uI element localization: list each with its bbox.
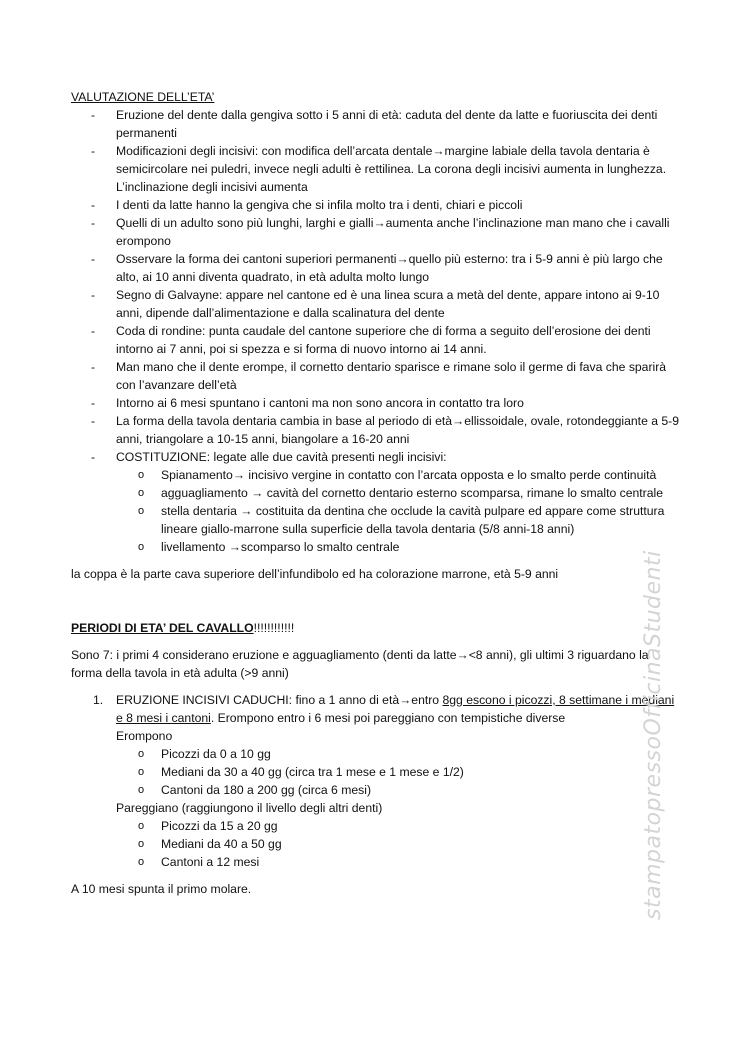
watermark: stampatopressoOfficinaStudenti [641, 550, 666, 920]
document-page [71, 88, 681, 898]
valutazione-list [71, 106, 681, 556]
item-underlined: 8gg escono i picozzi, 8 settimane i mediani e 8 mesi i cantoni [116, 693, 675, 725]
costituzione-sublist [116, 466, 681, 556]
list-item-costituzione [71, 448, 681, 556]
item-number: 1. [93, 693, 104, 707]
list-item: - Osservare la forma dei cantoni superiori permanenti→quello più esterno: tra i 5-9 anni è più largo che alto, ai 10 anni diventa quadrato, in età adulta molto lungo [71, 250, 681, 286]
item-tail: . Erompono entro i 6 mesi poi pareggiano con tempistiche diverse [210, 711, 566, 725]
erompono-list [116, 745, 681, 799]
section-title-valutazione: VALUTAZIONE DELL’ETA’ [71, 90, 215, 104]
list-item: - La forma della tavola dentaria cambia in base al periodo di età→ellissoidale, ovale, rotondeggiante a 5-9 anni, triangolare a 10-15 anni, biangolare a 16-20 anni [71, 412, 681, 448]
sub-list-item: o Picozzi da 15 a 20 gg [116, 817, 681, 835]
periodi-list [71, 691, 681, 871]
molare-note: A 10 mesi spunta il primo molare. [71, 882, 252, 896]
list-item: - I denti da latte hanno la gengiva che si infila molto tra i denti, chiari e piccoli [71, 196, 681, 214]
periodi-title-suffix: !!!!!!!!!!!! [253, 621, 295, 635]
list-item: - Quelli di un adulto sono più lunghi, larghi e gialli→aumenta anche l’inclinazione man mano che i cavalli erompono [71, 214, 681, 250]
sub-list-item: o Cantoni a 12 mesi [116, 853, 681, 871]
pareggiano-label: Pareggiano (raggiungono il livello degli altri denti) [116, 801, 383, 815]
periodi-title-text: PERIODI DI ETA’ DEL CAVALLO [71, 621, 254, 635]
costituzione-label: COSTITUZIONE: legate alle due cavità presenti negli incisivi: [116, 450, 447, 464]
sub-list-item: o livellamento →scomparso lo smalto centrale [116, 538, 681, 556]
list-item: - Intorno ai 6 mesi spuntano i cantoni ma non sono ancora in contatto tra loro [71, 394, 681, 412]
coppa-note: la coppa è la parte cava superiore dell’infundibolo ed ha colorazione marrone, età 5-9 anni [71, 567, 559, 581]
periodi-intro: Sono 7: i primi 4 considerano eruzione e agguagliamento (denti da latte→<8 anni), gli ultimi 3 riguardano la forma della tavola in età adulta (>9 anni) [71, 648, 649, 680]
sub-list-item: o Spianamento→ incisivo vergine in contatto con l’arcata opposta e lo smalto perde continuità [116, 466, 681, 484]
list-item: - Segno di Galvayne: appare nel cantone ed è una linea scura a metà del dente, appare intono ai 9-10 anni, dipende dall’alimentazione e dalla scalinatura del dente [71, 286, 681, 322]
sub-list-item: o Mediani da 30 a 40 gg (circa tra 1 mese e 1 mese e 1/2) [116, 763, 681, 781]
list-item: - Coda di rondine: punta caudale del cantone superiore che di forma a seguito dell’erosione dei denti intorno ai 7 anni, poi si spezza e si forma di nuovo intorno ai 14 anni. [71, 322, 681, 358]
erompono-label: Erompono [116, 729, 173, 743]
sub-list-item: o Cantoni da 180 a 200 gg (circa 6 mesi) [116, 781, 681, 799]
section-title-periodi [71, 619, 681, 637]
item-lead: ERUZIONE INCISIVI CADUCHI: fino a 1 anno di età→entro [116, 693, 443, 707]
list-item: - Modificazioni degli incisivi: con modifica dell’arcata dentale→margine labiale della tavola dentaria è semicircolare nei puledri, invece negli adulti è rettilinea. La corona degli incisivi aumenta in lunghezza. L’inclinazione degli incisivi aumenta [71, 142, 681, 196]
sub-list-item: o Mediani da 40 a 50 gg [116, 835, 681, 853]
pareggiano-list [116, 817, 681, 871]
list-item: - Man mano che il dente erompe, il cornetto dentario sparisce e rimane solo il germe di fava che sparirà con l’avanzare dell’età [71, 358, 681, 394]
sub-list-item: o agguagliamento → cavità del cornetto dentario esterno scomparsa, rimane lo smalto centrale [116, 484, 681, 502]
sub-list-item: o stella dentaria → costituita da dentina che occlude la cavità pulpare ed appare come struttura lineare giallo-marrone sulla superficie della tavola dentaria (5/8 anni-18 anni) [116, 502, 681, 538]
sub-list-item: o Picozzi da 0 a 10 gg [116, 745, 681, 763]
periodo-item-1 [71, 691, 681, 871]
list-item: - Eruzione del dente dalla gengiva sotto i 5 anni di età: caduta del dente da latte e fuoriuscita dei denti permanenti [71, 106, 681, 142]
